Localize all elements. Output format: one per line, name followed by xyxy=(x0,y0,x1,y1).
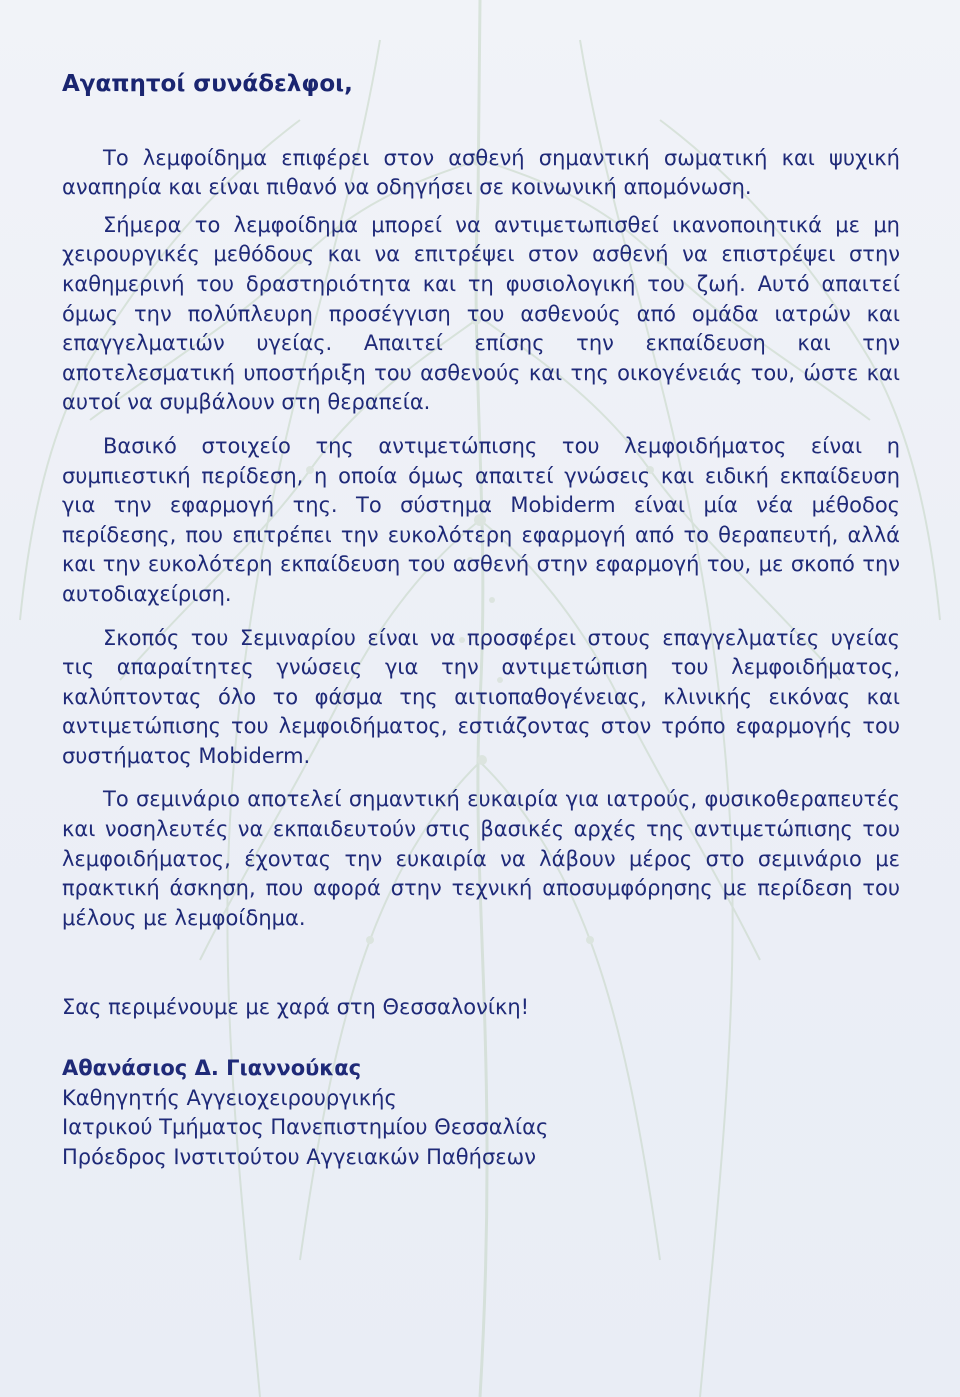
letter-body xyxy=(62,70,900,1172)
signature-title-3: Πρόεδρος Ινστιτούτου Αγγειακών Παθήσεων xyxy=(62,1144,536,1169)
paragraph-3: Βασικό στοιχείο της αντιμετώπισης του λεμφοιδήματος είναι η συμπιεστική περίδεση, η οποία όμως απαιτεί γνώσεις και ειδική εκπαίδευση για την εφαρμογή της. Το σύστημα Mobiderm είναι μία νέα μέθοδος περίδεσης, που επιτρέπει την ευκολότερη εφαρμογή από το θεραπευτή, αλλά και την ευκολότερη εκπαίδευση του ασθενή στην εφαρμογή του, με σκοπό την αυτοδιαχείριση. xyxy=(62,433,900,606)
closing-line: Σας περιμένουμε με χαρά στη Θεσσαλονίκη! xyxy=(62,995,530,1020)
letter-greeting: Αγαπητοί συνάδελφοι, xyxy=(62,71,353,97)
signature-title-1: Καθηγητής Αγγειοχειρουργικής xyxy=(62,1085,397,1110)
paragraph-2: Σήμερα το λεμφοίδημα μπορεί να αντιμετωπισθεί ικανοποιητικά με μη χειρουργικές μεθόδους και να επιτρέψει στον ασθενή να επιστρέψει στην καθημερινή του δραστηριότητα και τη φυσιολογική του ζωή. Αυτό απαιτεί όμως την πολύπλευρη προσέγγιση του ασθενούς από ομάδα ιατρών και επαγγελματιών υγείας. Απαιτεί επίσης την εκπαίδευση και την αποτελεσματική υποστήριξη του ασθενούς και της οικογένειάς του, ώστε και αυτοί να συμβάλουν στη θεραπεία. xyxy=(62,212,900,415)
signature-title-2: Ιατρικού Τμήματος Πανεπιστημίου Θεσσαλίας xyxy=(62,1115,549,1140)
paragraph-4: Σκοπός του Σεμιναρίου είναι να προσφέρει στους επαγγελματίες υγείας τις απαραίτητες γνώσεις για την αντιμετώπιση του λεμφοιδήματος, καλύπτοντας όλο το φάσμα της αιτιοπαθογένειας, κλινικής εικόνας και αντιμετώπισης του λεμφοιδήματος, εστιάζοντας στον τρόπο εφαρμογής του συστήματος Mobiderm. xyxy=(62,625,900,768)
signature-block xyxy=(62,1054,900,1172)
paragraph-5: Το σεμινάριο αποτελεί σημαντική ευκαιρία για ιατρούς, φυσικοθεραπευτές και νοσηλευτές να εκπαιδευτούν στις βασικές αρχές της αντιμετώπισης του λεμφοιδήματος, έχοντας την ευκαιρία να λάβουν μέρος στο σεμινάριο με πρακτική άσκηση, που αφορά στην τεχνική αποσυμφόρησης με περίδεση του μέλους με λεμφοίδημα. xyxy=(62,787,900,930)
paragraph-1: Το λεμφοίδημα επιφέρει στον ασθενή σημαντική σωματική και ψυχική αναπηρία και είναι πιθανό να οδηγήσει σε κοινωνική απομόνωση. xyxy=(62,145,900,200)
signature-name: Αθανάσιος Δ. Γιαννούκας xyxy=(62,1056,362,1081)
